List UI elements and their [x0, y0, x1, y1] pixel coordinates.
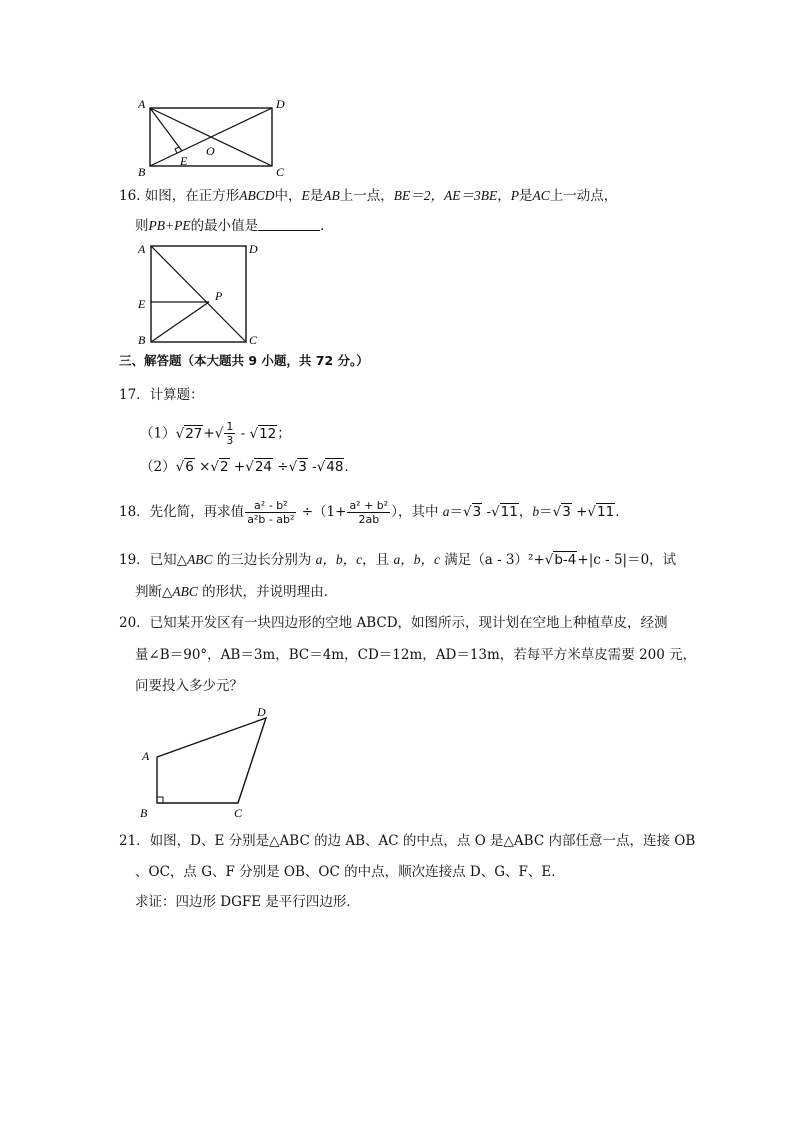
label-D: D [276, 97, 285, 111]
label-C: C [249, 333, 258, 347]
q21-line1: 21．如图，D、E 分别是△ABC 的边 AB、AC 的中点，点 O 是△ABC 内部任意一点，连接 OB [119, 833, 696, 849]
label-B: B [138, 165, 146, 179]
label-B: B [138, 333, 146, 347]
q16-line2: 则PB+PE的最小值是 ． [135, 218, 334, 234]
label-A: A [138, 97, 146, 111]
q16-line1: 16. 如图，在正方形ABCD中，E是AB上一点，BE＝2，AE＝3BE，P是AC上一动点， [119, 188, 618, 204]
q20-line3: 问要投入多少元？ [135, 678, 243, 694]
label-P: P [215, 289, 223, 303]
label-D: D [257, 705, 266, 719]
figure-square-ABCD [130, 240, 270, 350]
q20-line1: 20．已知某开发区有一块四边形的空地 ABCD，如图所示，现计划在空地上种植草皮，经测 [119, 615, 668, 631]
q21-line2: 、OC，点 G、F 分别是 OB、OC 的中点，顺次连接点 D、G、F、E． [135, 864, 565, 880]
q18: 18．先化简，再求值 $\frac{\text{a² - b²}}{\text{a²b - ab²}}$ ÷（1+ $\frac{\text{a² + b²}}{2ab}$ ），其中 a＝√3 -√11，b＝√3 +√11． [119, 499, 629, 526]
q19-line2: 判断△ABC 的形状，并说明理由． [135, 584, 338, 600]
label-D: D [249, 242, 258, 256]
figure-rectangle-diagonals [130, 96, 300, 181]
q19-line1: 19．已知△ABC 的三边长分别为 a，b，c，且 a，b，c 满足（a - 3）²+√b-4+|c - 5|＝0，试 [119, 552, 677, 568]
label-E: E [180, 154, 188, 168]
answer-blank [258, 218, 320, 231]
label-A: A [138, 242, 146, 256]
q17-title: 17．计算题： [119, 387, 204, 403]
label-B: B [140, 806, 148, 820]
label-A: A [142, 749, 150, 763]
label-C: C [234, 806, 243, 820]
q17-part1: （1）√27+√ $\frac{1}{3}$ - √12； [140, 420, 291, 447]
section-heading: 三、解答题（本大题共 9 小题，共 72 分。） [119, 353, 369, 368]
label-E: E [138, 297, 146, 311]
label-O: O [206, 144, 215, 158]
figure-quadrilateral-ABCD [130, 700, 290, 825]
q17-part2: （2）√6 ×√2 +√24 ÷√3 -√48． [140, 459, 358, 475]
q20-line2: 量∠B＝90°，AB＝3m，BC＝4m，CD＝12m，AD＝13m，若每平方米草皮需要 200 元， [135, 647, 697, 663]
label-C: C [276, 165, 285, 179]
q21-line3: 求证：四边形 DGFE 是平行四边形． [135, 894, 360, 910]
